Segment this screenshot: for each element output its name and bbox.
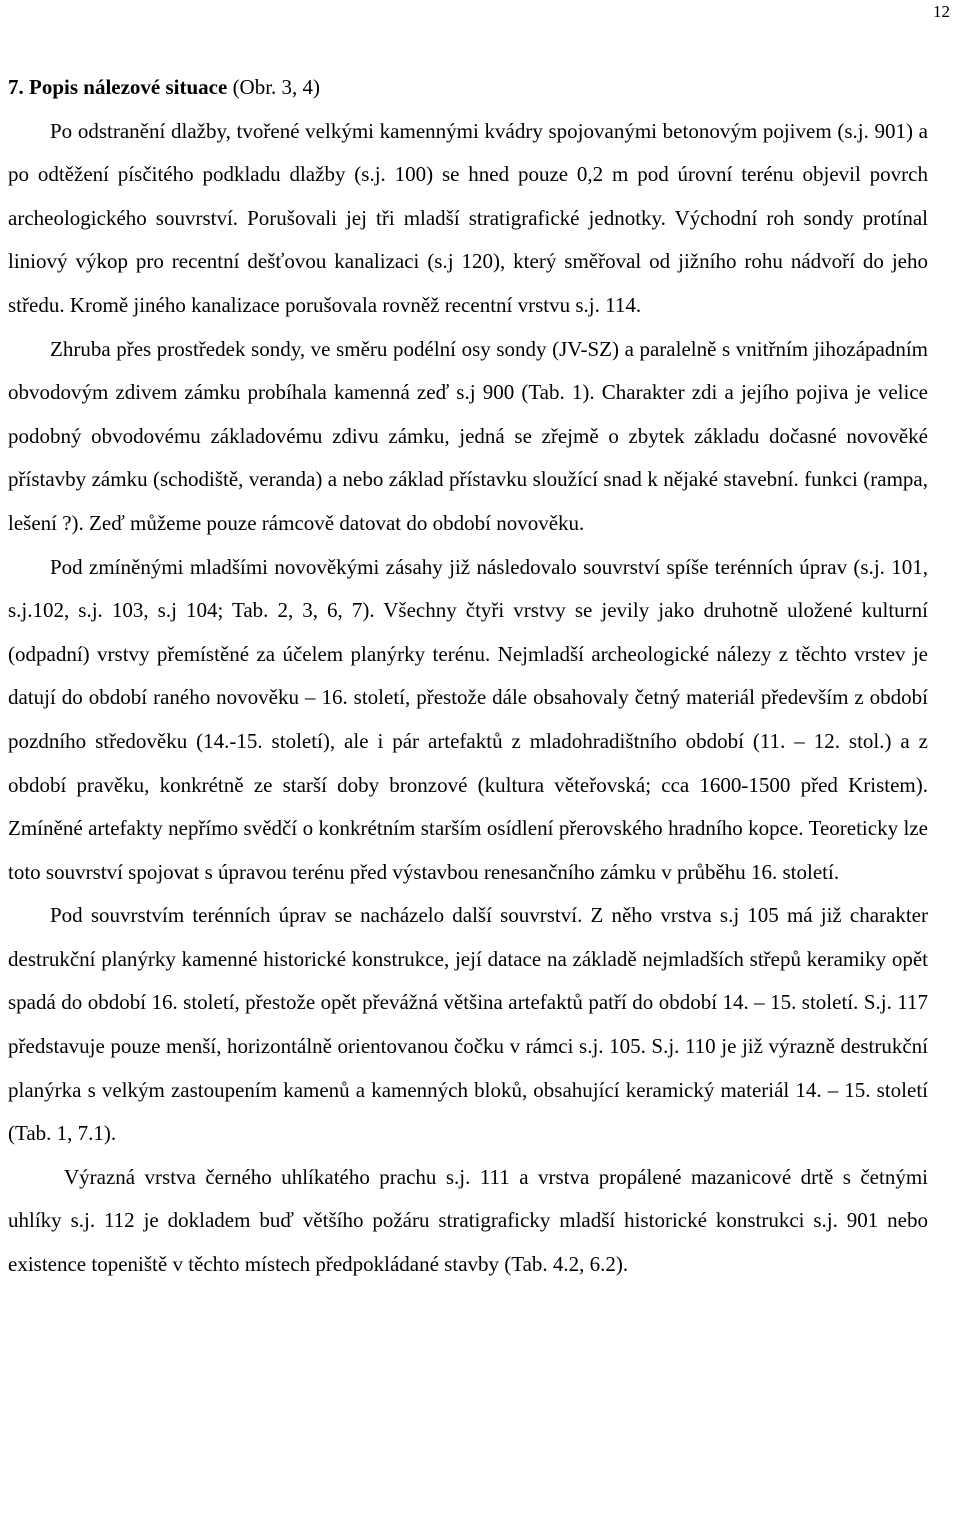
paragraph-1: Po odstranění dlažby, tvořené velkými kamennými kvádry spojovanými betonovým pojivem (s.j. 901) a po odtěžení písčitého podkladu dlažby (s.j. 100) se hned pouze 0,2 m pod úrovní terénu objevil povrch archeologického souvrství. Porušovali jej tři mladší stratigrafické jednotky. Východní roh sondy protínal liniový výkop pro recentní dešťovou kanalizaci (s.j 120), který směřoval od jižního rohu nádvoří do jeho středu. Kromě jiného kanalizace porušovala rovněž recentní vrstvu s.j. 114. <box>8 118 928 317</box>
page-number: 12 <box>933 2 950 21</box>
document-body <box>8 66 928 1287</box>
paragraph-2: Zhruba přes prostředek sondy, ve směru podélní osy sondy (JV-SZ) a paralelně s vnitřním jihozápadním obvodovým zdivem zámku probíhala kamenná zeď s.j 900 (Tab. 1). Charakter zdi a jejího pojiva je velice podobný obvodovému základovému zdivu zámku, jedná se zřejmě o zbytek základu dočasné novověké přístavby zámku (schodiště, veranda) a nebo základ přístavku sloužící snad k nějaké stavební. funkci (rampa, lešení ?). Zeď můžeme pouze rámcově datovat do období novověku. <box>8 336 928 535</box>
paragraph-5: Výrazná vrstva černého uhlíkatého prachu s.j. 111 a vrstva propálené mazanicové drtě s četnými uhlíky s.j. 112 je dokladem buď většího požáru stratigraficky mladší historické konstrukci s.j. 901 nebo existence topeniště v těchto místech předpokládané stavby (Tab. 4.2, 6.2). <box>8 1164 928 1277</box>
paragraph-4: Pod souvrstvím terénních úprav se nacházelo další souvrství. Z něho vrstva s.j 105 má již charakter destrukční planýrky kamenné historické konstrukce, její datace na základě nejmladších střepů keramiky opět spadá do období 16. století, přestože opět převážná většina artefaktů patří do období 14. – 15. století. S.j. 117 představuje pouze menší, horizontálně orientovanou čočku v rámci s.j. 105. S.j. 110 je již výrazně destrukční planýrka s velkým zastoupením kamenů a kamenných bloků, obsahující keramický materiál 14. – 15. století (Tab. 1, 7.1). <box>8 903 928 1146</box>
paragraph-3: Pod zmíněnými mladšími novověkými zásahy již následovalo souvrství spíše terénních úprav (s.j. 101, s.j.102, s.j. 103, s.j 104; Tab. 2, 3, 6, 7). Všechny čtyři vrstvy se jevily jako druhotně uložené kulturní (odpadní) vrstvy přemístěné za účelem planýrky terénu. Nejmladší archeologické nálezy z těchto vrstev je datují do období raného novověku – 16. století, přestože dále obsahovaly četný materiál především z období pozdního středověku (14.-15. století), ale i pár artefaktů z mladohradištního období (11. – 12. stol.) a z období pravěku, konkrétně ze starší doby bronzové (kultura věteřovská; cca 1600-1500 před Kristem). Zmíněné artefakty nepřímo svědčí o konkrétním starším osídlení přerovského hradního kopce. Teoreticky lze toto souvrství spojovat s úpravou terénu před výstavbou renesančního zámku v průběhu 16. století. <box>8 554 928 884</box>
section-title: 7. Popis nálezové situace <box>8 75 228 99</box>
section-heading <box>8 66 928 110</box>
section-figure-ref: (Obr. 3, 4) <box>227 75 321 99</box>
